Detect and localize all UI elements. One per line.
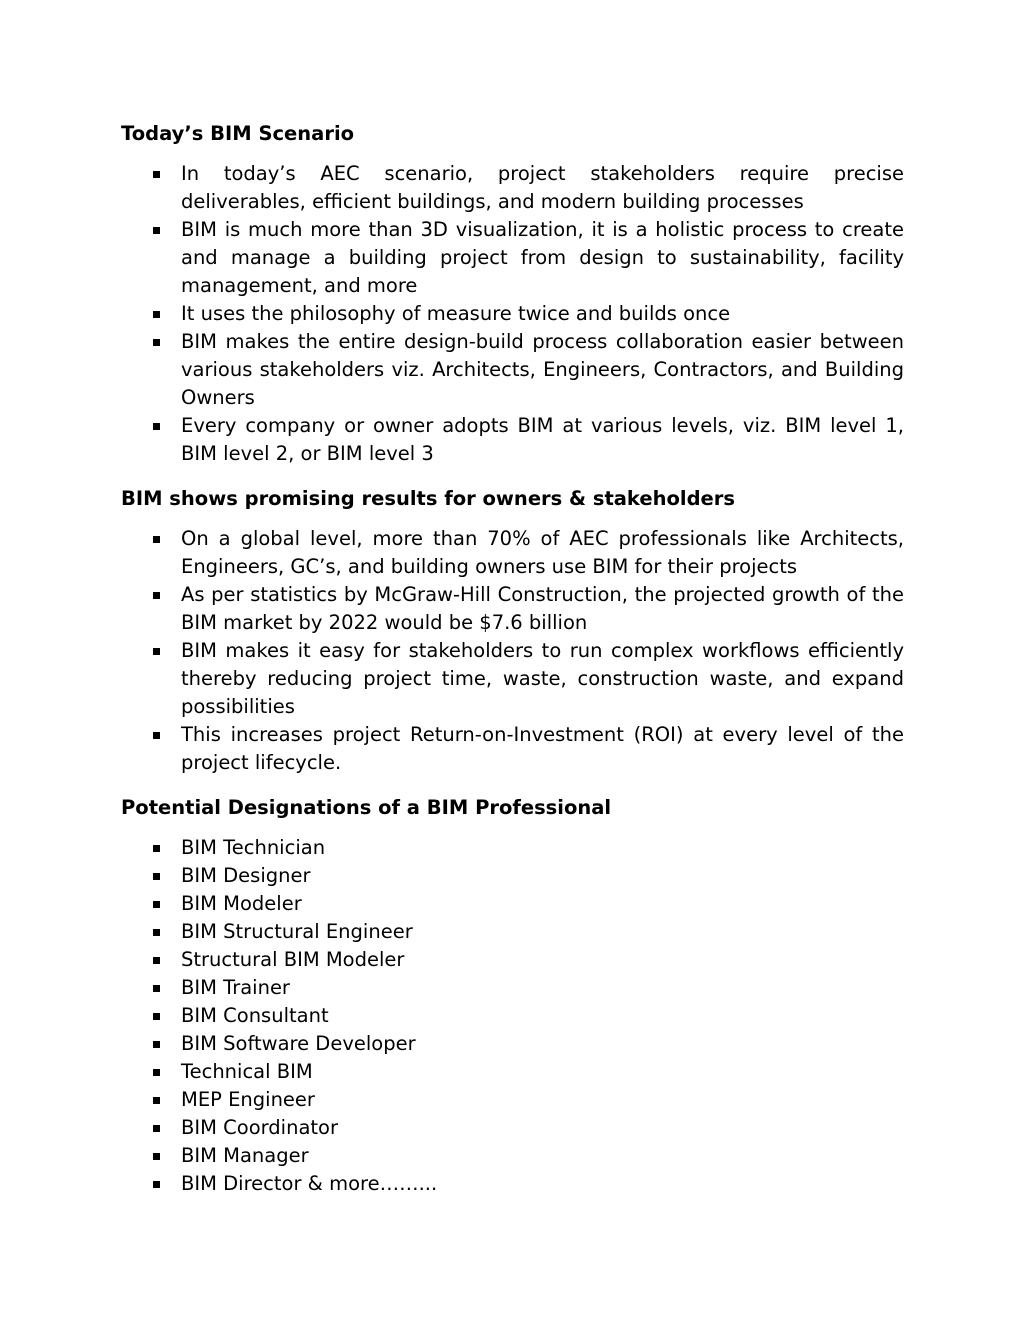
section-bim-results <box>121 485 904 777</box>
list-item <box>121 890 904 918</box>
square-bullet-icon <box>153 845 160 852</box>
square-bullet-icon <box>153 901 160 908</box>
square-bullet-icon <box>153 1013 160 1020</box>
square-bullet-icon <box>153 1153 160 1160</box>
square-bullet-icon <box>153 648 160 655</box>
bullet-list <box>121 525 904 777</box>
list-item <box>121 834 904 862</box>
list-item-text: BIM Technician <box>181 836 326 859</box>
list-item <box>121 328 904 412</box>
square-bullet-icon <box>153 339 160 346</box>
list-item <box>121 1030 904 1058</box>
list-item <box>121 1002 904 1030</box>
section-heading: BIM shows promising results for owners & stakeholders <box>121 487 735 510</box>
square-bullet-icon <box>153 929 160 936</box>
list-item <box>121 581 904 637</box>
list-item <box>121 946 904 974</box>
square-bullet-icon <box>153 227 160 234</box>
list-item <box>121 1086 904 1114</box>
list-item-text: Every company or owner adopts BIM at various levels, viz. BIM level 1, BIM level 2, or BIM level 3 <box>181 414 904 465</box>
square-bullet-icon <box>153 592 160 599</box>
list-item <box>121 862 904 890</box>
square-bullet-icon <box>153 957 160 964</box>
section-heading: Potential Designations of a BIM Professional <box>121 796 612 819</box>
list-item-text: BIM Coordinator <box>181 1116 338 1139</box>
list-item-text: On a global level, more than 70% of AEC professionals like Architects, Engineers, GC’s, and building owners use BIM for their projects <box>181 527 904 578</box>
section-bim-designations <box>121 794 904 1198</box>
list-item <box>121 216 904 300</box>
section-heading: Today’s BIM Scenario <box>121 122 355 145</box>
list-item <box>121 525 904 581</box>
list-item-text: BIM Structural Engineer <box>181 920 413 943</box>
bullet-list <box>121 160 904 468</box>
section-bim-scenario <box>121 120 904 468</box>
square-bullet-icon <box>153 732 160 739</box>
list-item <box>121 1058 904 1086</box>
list-item-text: It uses the philosophy of measure twice and builds once <box>181 302 731 325</box>
square-bullet-icon <box>153 1097 160 1104</box>
list-item <box>121 974 904 1002</box>
list-item-text: BIM makes the entire design-build process collaboration easier between various stakeholders viz. Architects, Engineers, Contractors, and Building Owners <box>181 330 904 409</box>
list-item-text: BIM Software Developer <box>181 1032 416 1055</box>
square-bullet-icon <box>153 1069 160 1076</box>
list-item <box>121 300 904 328</box>
square-bullet-icon <box>153 536 160 543</box>
list-item-text: BIM Director & more……... <box>181 1172 438 1195</box>
list-item-text: This increases project Return-on-Investment (ROI) at every level of the project lifecycle. <box>181 723 904 774</box>
list-item <box>121 160 904 216</box>
list-item-text: Structural BIM Modeler <box>181 948 405 971</box>
list-item <box>121 1170 904 1198</box>
list-item-text: Technical BIM <box>181 1060 313 1083</box>
list-item-text: MEP Engineer <box>181 1088 315 1111</box>
list-item-text: In today’s AEC scenario, project stakeholders require precise deliverables, efficient buildings, and modern building processes <box>181 162 904 213</box>
list-item-text: BIM Modeler <box>181 892 302 915</box>
list-item <box>121 721 904 777</box>
list-item <box>121 1114 904 1142</box>
square-bullet-icon <box>153 985 160 992</box>
list-item-text: BIM makes it easy for stakeholders to run complex workflows efficiently thereby reducing project time, waste, construction waste, and expand possibilities <box>181 639 904 718</box>
square-bullet-icon <box>153 1125 160 1132</box>
list-item <box>121 1142 904 1170</box>
square-bullet-icon <box>153 311 160 318</box>
list-item-text: BIM Designer <box>181 864 311 887</box>
square-bullet-icon <box>153 423 160 430</box>
document-page <box>121 120 904 1198</box>
square-bullet-icon <box>153 1041 160 1048</box>
bullet-list <box>121 834 904 1198</box>
list-item-text: BIM is much more than 3D visualization, it is a holistic process to create and manage a building project from design to sustainability, facility management, and more <box>181 218 904 297</box>
list-item <box>121 412 904 468</box>
square-bullet-icon <box>153 171 160 178</box>
list-item <box>121 637 904 721</box>
list-item-text: BIM Consultant <box>181 1004 329 1027</box>
list-item-text: BIM Trainer <box>181 976 290 999</box>
list-item <box>121 918 904 946</box>
square-bullet-icon <box>153 1181 160 1188</box>
list-item-text: BIM Manager <box>181 1144 309 1167</box>
list-item-text: As per statistics by McGraw-Hill Construction, the projected growth of the BIM market by 2022 would be $7.6 billion <box>181 583 904 634</box>
square-bullet-icon <box>153 873 160 880</box>
